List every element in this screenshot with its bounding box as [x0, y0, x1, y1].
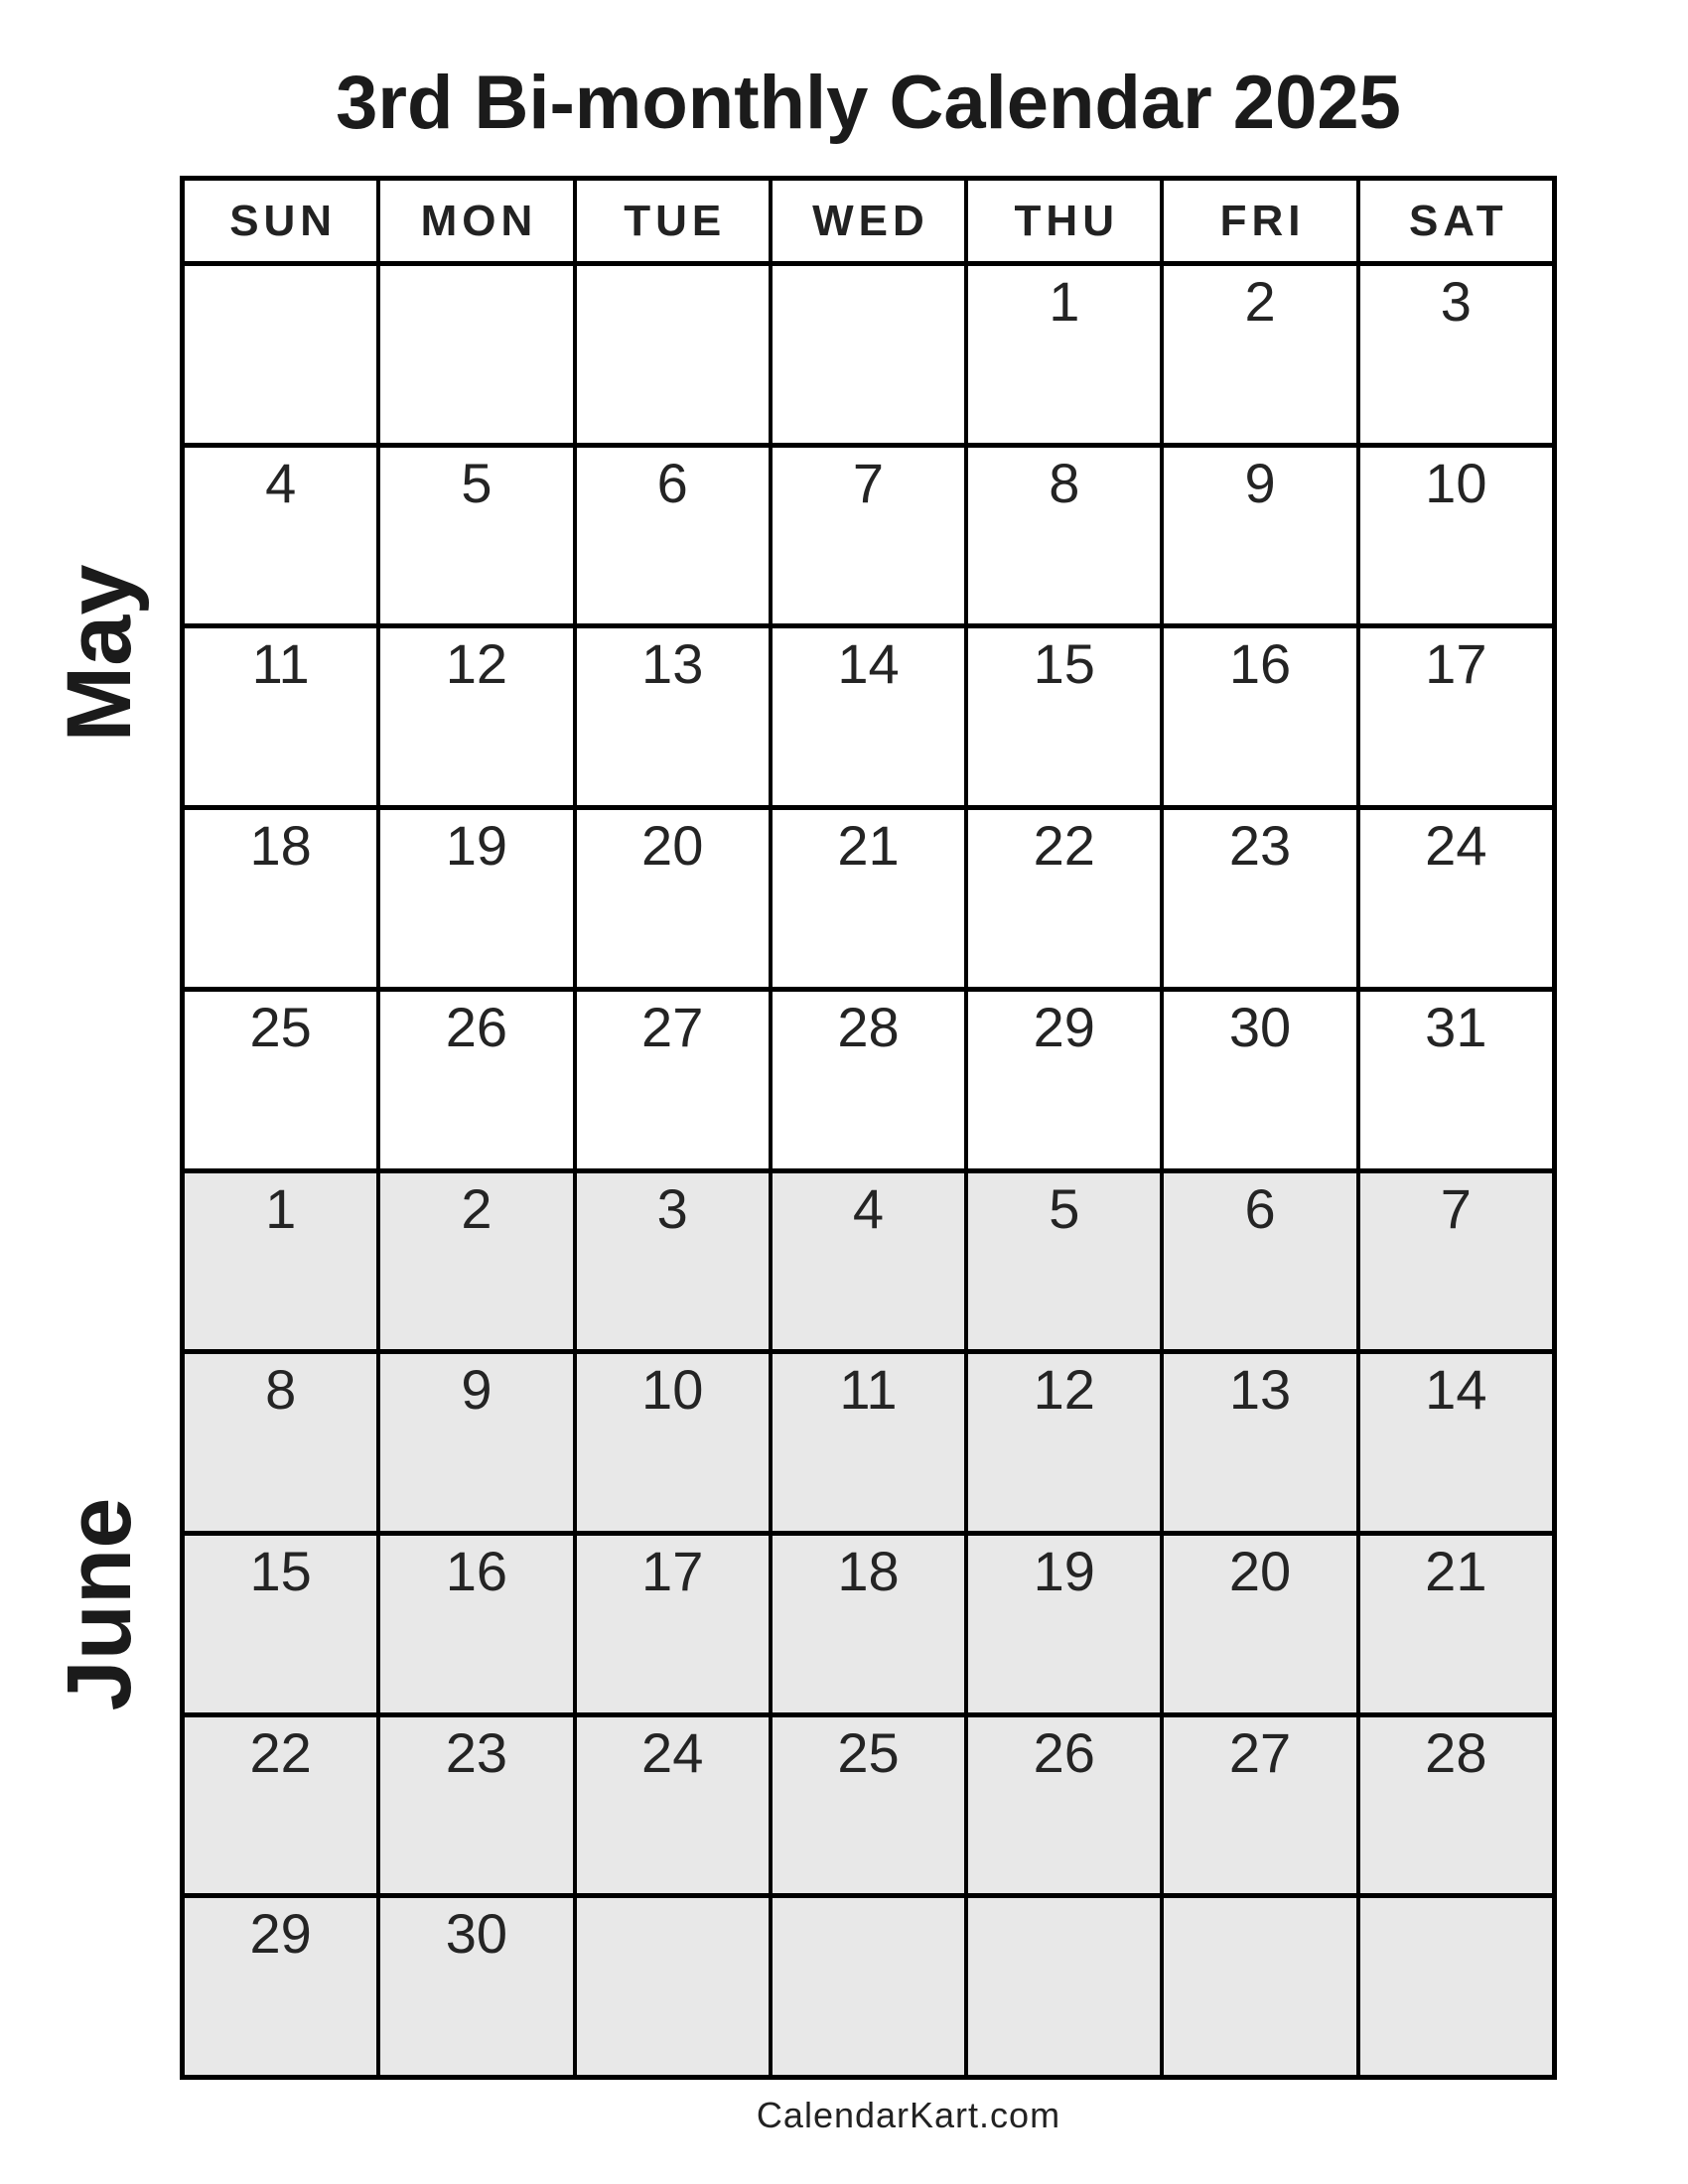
calendar-cell: 21 — [1356, 1536, 1552, 1712]
calendar-cell: 10 — [573, 1354, 769, 1531]
calendar-cell: 7 — [769, 448, 964, 624]
calendar-cell: 25 — [249, 995, 312, 1058]
day-header-row — [185, 181, 1552, 266]
calendar-cell: 29 — [249, 1902, 312, 1966]
week-row-may — [185, 266, 1552, 443]
calendar-cell: 11 — [769, 1354, 964, 1531]
calendar-cell: 1 — [265, 1176, 297, 1240]
calendar-cell: 12 — [964, 1354, 1160, 1531]
calendar-cell: 8 — [265, 1358, 297, 1422]
calendar-cell: 14 — [1356, 1354, 1552, 1531]
calendar-cell: 6 — [1160, 1173, 1355, 1350]
week-row-june — [185, 1531, 1552, 1712]
calendar-body — [185, 266, 1552, 2075]
calendar-cell: 4 — [265, 451, 297, 514]
calendar-cell: 18 — [769, 1536, 964, 1712]
calendar-cell: 25 — [769, 1717, 964, 1894]
calendar-cell: 1 — [964, 266, 1160, 443]
week-row-may — [185, 987, 1552, 1168]
calendar-cell — [964, 1898, 1160, 2075]
calendar-cell: 17 — [573, 1536, 769, 1712]
calendar-cell: 13 — [1160, 1354, 1355, 1531]
calendar-cell: 20 — [573, 810, 769, 987]
calendar-cell: 31 — [1356, 992, 1552, 1168]
calendar-cell: 4 — [769, 1173, 964, 1350]
calendar-cell: 2 — [376, 1173, 572, 1350]
calendar-cell: 23 — [376, 1717, 572, 1894]
calendar-cell: 2 — [1160, 266, 1355, 443]
calendar-cell: 21 — [769, 810, 964, 987]
calendar-cell: 27 — [1160, 1717, 1355, 1894]
calendar-cell: 10 — [1356, 448, 1552, 624]
calendar-cell: 23 — [1160, 810, 1355, 987]
page-title: 3rd Bi-monthly Calendar 2025 — [336, 61, 1401, 145]
calendar-cell: 19 — [964, 1536, 1160, 1712]
week-row-june — [185, 1893, 1552, 2075]
calendar-cell: 20 — [1160, 1536, 1355, 1712]
calendar-cell: 9 — [376, 1354, 572, 1531]
calendar-cell: 27 — [573, 992, 769, 1168]
day-header-tue: TUE — [573, 181, 769, 261]
calendar-cell — [769, 266, 964, 443]
week-row-may — [185, 805, 1552, 987]
calendar-cell: 6 — [573, 448, 769, 624]
calendar-cell — [185, 266, 376, 443]
calendar-cell: 7 — [1356, 1173, 1552, 1350]
calendar-cell: 30 — [376, 1898, 572, 2075]
calendar-cell — [1356, 1898, 1552, 2075]
week-row-june — [185, 1712, 1552, 1894]
day-header-fri: FRI — [1160, 181, 1355, 261]
calendar-cell — [1160, 1898, 1355, 2075]
calendar-cell: 16 — [376, 1536, 572, 1712]
footer-website-text: CalendarKart.com — [756, 2095, 1061, 2135]
calendar-cell: 30 — [1160, 992, 1355, 1168]
day-header-mon: MON — [376, 181, 572, 261]
calendar-cell: 11 — [251, 632, 310, 696]
calendar-cell: 3 — [1356, 266, 1552, 443]
week-row-may — [185, 623, 1552, 805]
calendar-cell: 13 — [573, 628, 769, 805]
day-header-sun: SUN — [229, 196, 338, 245]
calendar-cell: 29 — [964, 992, 1160, 1168]
calendar-cell: 5 — [376, 448, 572, 624]
calendar-cell — [376, 266, 572, 443]
calendar-table — [180, 176, 1557, 2080]
calendar-cell: 17 — [1356, 628, 1552, 805]
calendar-cell — [573, 1898, 769, 2075]
calendar-cell: 9 — [1160, 448, 1355, 624]
calendar-cell: 22 — [964, 810, 1160, 987]
day-header-wed: WED — [769, 181, 964, 261]
day-header-sat: SAT — [1356, 181, 1552, 261]
month-label-may: May — [49, 564, 150, 743]
calendar-cell: 5 — [964, 1173, 1160, 1350]
month-label-june: June — [49, 1497, 150, 1711]
calendar-cell: 22 — [249, 1720, 312, 1784]
week-row-june — [185, 1168, 1552, 1350]
week-row-may — [185, 443, 1552, 624]
calendar-cell: 3 — [573, 1173, 769, 1350]
day-header-thu: THU — [964, 181, 1160, 261]
week-row-june — [185, 1349, 1552, 1531]
calendar-cell: 28 — [1356, 1717, 1552, 1894]
calendar-cell: 12 — [376, 628, 572, 805]
calendar-cell: 14 — [769, 628, 964, 805]
calendar-cell: 18 — [249, 814, 312, 878]
calendar-cell — [573, 266, 769, 443]
calendar-cell: 15 — [964, 628, 1160, 805]
calendar-cell: 26 — [964, 1717, 1160, 1894]
calendar-cell: 28 — [769, 992, 964, 1168]
calendar-cell: 15 — [249, 1539, 312, 1602]
calendar-cell: 16 — [1160, 628, 1355, 805]
calendar-cell: 19 — [376, 810, 572, 987]
calendar-cell: 24 — [573, 1717, 769, 1894]
calendar-cell: 8 — [964, 448, 1160, 624]
calendar-cell: 26 — [376, 992, 572, 1168]
calendar-cell: 24 — [1356, 810, 1552, 987]
calendar-cell — [769, 1898, 964, 2075]
